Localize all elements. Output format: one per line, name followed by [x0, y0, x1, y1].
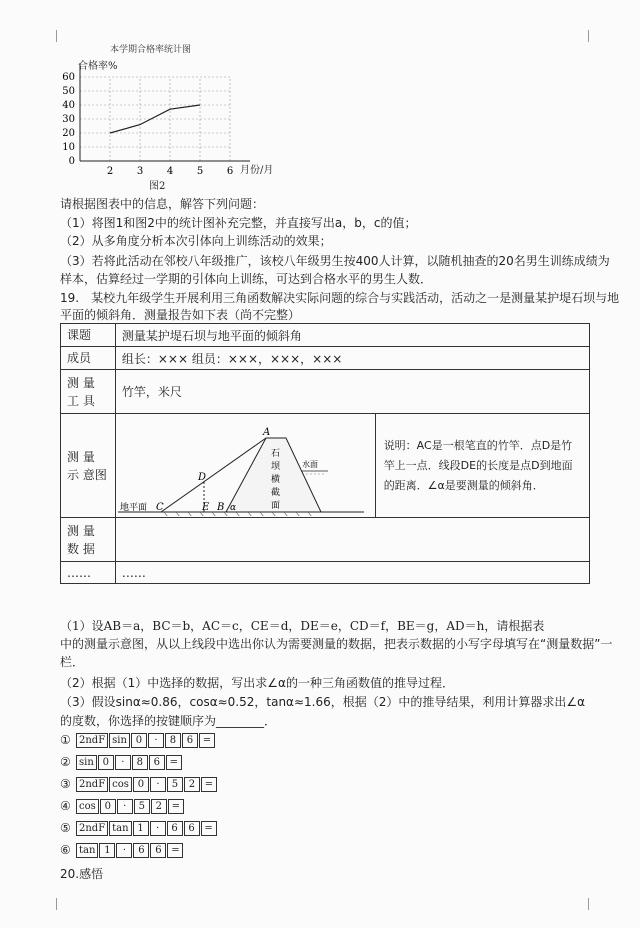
calculator-key: 2 [184, 777, 200, 792]
line-chart [55, 42, 295, 192]
calculator-key: · [148, 733, 164, 748]
calculator-key: 1 [99, 843, 115, 858]
part-1-line1: （1）设AB＝a，BC＝b，AC＝c，CE＝d，DE＝e，CD＝f，BE＝g，AD＝h，请根据表 [60, 619, 545, 633]
calculator-key: = [201, 821, 217, 836]
question-3-line2: 样本，估算经过一学期的引体向上训练，可达到合格水平的男生人数． [60, 272, 433, 286]
calculator-key: = [201, 777, 217, 792]
calculator-key: = [168, 799, 184, 814]
part-3-line1: （3）假设sinα≈0.86，cosα≈0.52，tanα≈1.66，根据（2）中的推导结果，利用计算器求出∠α [60, 695, 586, 709]
x-axis-label: 月份/月 [240, 165, 274, 176]
calculator-key: · [150, 777, 166, 792]
option-row [60, 733, 216, 748]
option-number: ③ [60, 777, 71, 791]
calculator-key: 6 [133, 843, 149, 858]
crop-mark [588, 30, 601, 42]
calculator-key: 5 [134, 799, 150, 814]
table-row [61, 370, 590, 414]
option-row [60, 777, 218, 792]
dam-diagram [116, 416, 366, 516]
table-row [61, 347, 590, 370]
row-value-topic: 测量某护堤石坝与地平面的倾斜角 [115, 324, 589, 347]
chart-caption: 图2 [149, 181, 166, 192]
calculator-key: cos [109, 777, 132, 792]
calculator-key: 0 [98, 755, 114, 770]
row-value-tools: 竹竿，米尺 [115, 370, 589, 414]
label-C: C [155, 501, 164, 513]
question-19-line1: 19. 某校九年级学生开展利用三角函数解决实际问题的综合与实践活动，活动之一是测量某护堤石坝与地 [60, 291, 620, 305]
ground-hatch [164, 512, 312, 516]
calculator-key: 0 [131, 733, 147, 748]
label-B: B [216, 501, 225, 513]
table-row [61, 562, 590, 584]
y-tick-label: 10 [62, 142, 75, 153]
calculator-key: · [115, 755, 131, 770]
calculator-key: 5 [167, 777, 183, 792]
diagram-cell [115, 414, 375, 518]
y-tick-label: 40 [62, 100, 75, 111]
calculator-key: tan [76, 843, 98, 858]
row-value-members: 组长：××× 组员：×××，×××，××× [115, 347, 589, 370]
table-row [61, 518, 590, 562]
question-3-line1: （3）若将此活动在邻校八年级推广，该校八年级男生按400人计算，以随机抽查的20名男生训练成绩为 [60, 254, 610, 268]
label-alpha: α [229, 502, 236, 513]
y-tick-label: 60 [62, 72, 75, 83]
data-line [110, 105, 200, 133]
calculator-key: sin [76, 755, 97, 770]
part-2: （2）根据（1）中选择的数据，写出求∠α的一种三角函数值的推导过程． [60, 676, 454, 690]
part-3-line2: 的度数，你选择的按键顺序为________． [60, 714, 277, 728]
calculator-key: = [166, 755, 182, 770]
x-tick-label: 5 [196, 166, 204, 177]
question-19-line2: 平面的倾斜角．测量报告如下表（尚不完整） [60, 308, 301, 322]
x-tick-label: 6 [226, 166, 234, 177]
option-number: ② [60, 755, 71, 769]
row-label-topic: 课题 [61, 324, 116, 347]
crop-mark [44, 30, 57, 42]
label-water: 水面 [301, 459, 318, 469]
calculator-key: 2ndF [76, 821, 108, 836]
calculator-key: 2ndF [76, 733, 108, 748]
calculator-key: · [117, 799, 133, 814]
option-row [60, 755, 183, 770]
calculator-key: sin [109, 733, 130, 748]
row-value-data [115, 518, 589, 562]
calculator-key: 6 [182, 733, 198, 748]
calculator-key: 1 [133, 821, 149, 836]
calculator-key: = [199, 733, 215, 748]
row-label-more: …… [61, 562, 116, 584]
y-axis-label: 合格率% [78, 61, 118, 72]
row-label-members: 成员 [61, 347, 116, 370]
calculator-key: 6 [184, 821, 200, 836]
option-row [60, 821, 218, 836]
row-label-tools: 测 量 工 具 [61, 370, 116, 414]
calculator-key: · [116, 843, 132, 858]
option-number: ⑥ [60, 843, 71, 857]
calculator-key: 6 [150, 843, 166, 858]
label-dam: 石坝横截面 [270, 448, 280, 511]
option-number: ④ [60, 799, 71, 813]
calculator-key: · [150, 821, 166, 836]
part-1-line3: 栏． [60, 655, 85, 669]
option-row [60, 799, 185, 814]
label-A: A [262, 426, 271, 438]
measurement-report-table [60, 323, 590, 584]
label-D: D [197, 471, 206, 483]
part-1-line2: 中的测量示意图，从以上线段中选出你认为需要测量的数据，把表示数据的小写字母填写在“测量数据”一 [60, 637, 613, 651]
x-tick-label: 4 [166, 166, 174, 177]
row-value-more: …… [115, 562, 589, 584]
calculator-key: 6 [167, 821, 183, 836]
y-tick-label: 30 [62, 114, 75, 125]
question-2: （2）从多角度分析本次引体向上训练活动的效果； [60, 234, 332, 248]
y-tick-label: 0 [68, 156, 75, 167]
calculator-key: 0 [133, 777, 149, 792]
x-tick-label: 3 [136, 166, 144, 177]
calculator-key: 8 [165, 733, 181, 748]
calculator-key: 2 [151, 799, 167, 814]
option-number: ① [60, 733, 71, 747]
calculator-key: = [167, 843, 183, 858]
table-row [61, 414, 590, 518]
crop-mark [44, 898, 57, 910]
option-row [60, 843, 184, 858]
question-1: （1）将图1和图2中的统计图补充完整，并直接写出a，b，c的值； [60, 216, 417, 230]
calculator-key: 6 [149, 755, 165, 770]
y-tick-label: 20 [62, 128, 75, 139]
label-ground: 地平面 [119, 502, 147, 513]
label-E: E [201, 501, 210, 513]
row-label-diagram: 测 量 示 意图 [61, 414, 116, 518]
chart-title: 本学期合格率统计图 [110, 45, 192, 55]
option-number: ⑤ [60, 821, 71, 835]
table-row [61, 324, 590, 347]
diagram-note: 说明：AC是一根笔直的竹竿．点D是竹竿上一点．线段DE的长度是点D到地面的距离．∠α是要测量的倾斜角． [375, 414, 589, 518]
calculator-key: tan [109, 821, 131, 836]
crop-mark [588, 898, 601, 910]
y-tick-label: 50 [62, 86, 75, 97]
question-20: 20.感悟 [60, 867, 104, 881]
calculator-key: 2ndF [76, 777, 108, 792]
calculator-key: 8 [132, 755, 148, 770]
intro-text: 请根据图表中的信息，解答下列问题： [60, 197, 265, 211]
calculator-key: 0 [100, 799, 116, 814]
x-tick-label: 2 [106, 166, 114, 177]
calculator-key: cos [76, 799, 99, 814]
row-label-data: 测 量 数 据 [61, 518, 116, 562]
